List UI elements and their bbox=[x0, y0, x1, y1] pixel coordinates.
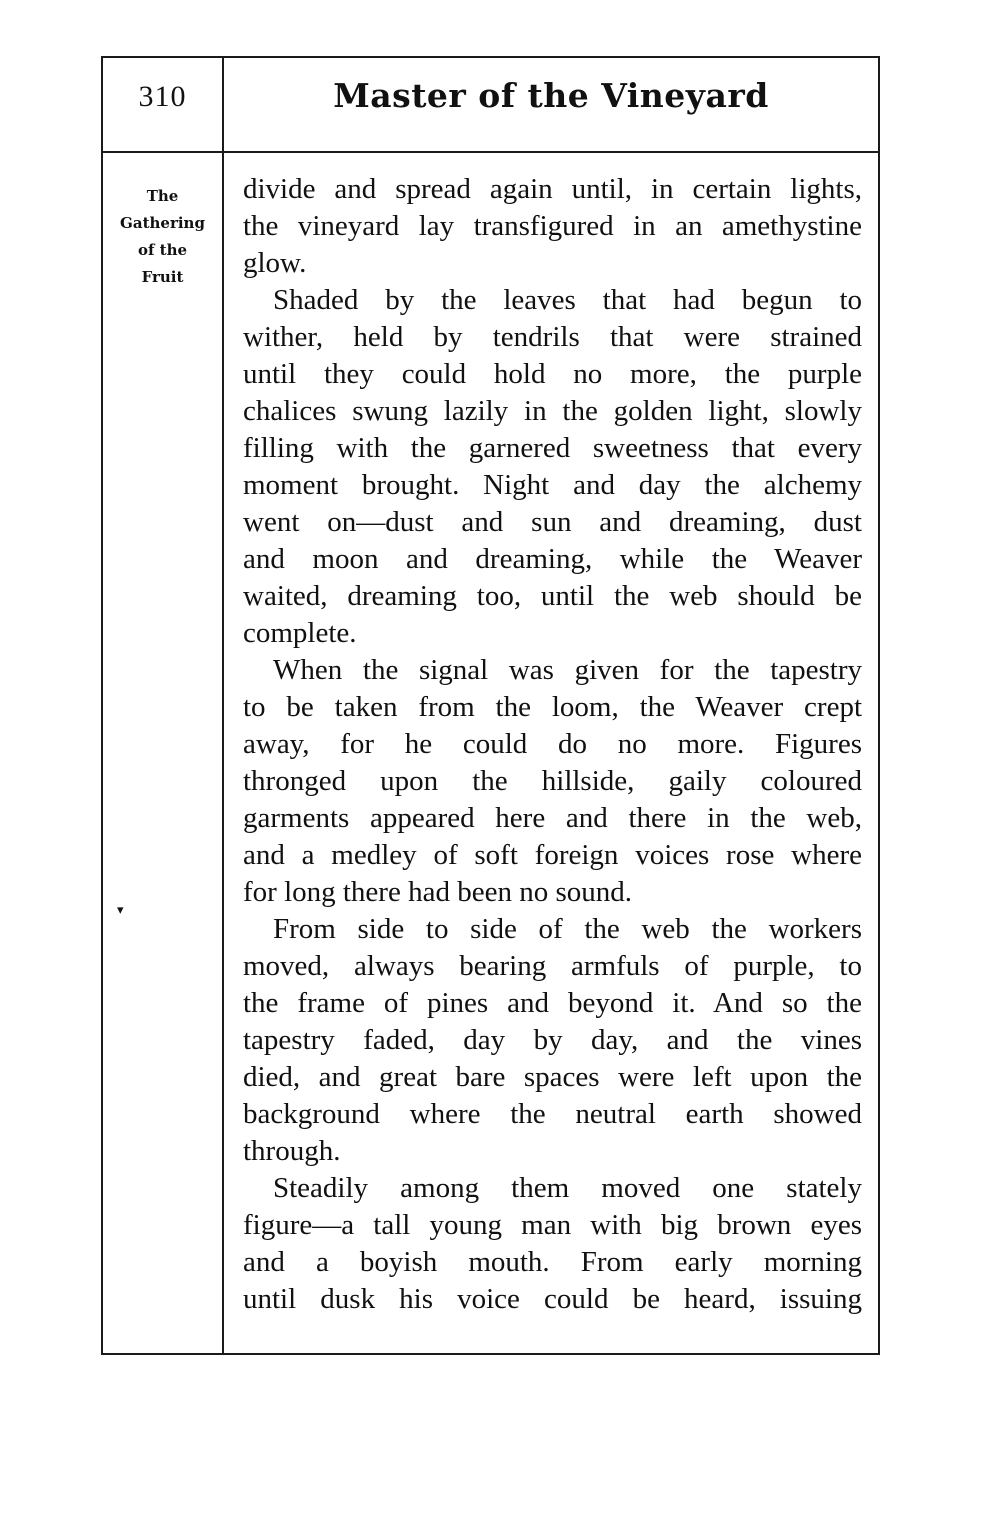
text-line: complete. bbox=[243, 617, 357, 649]
text-line: chalices swung lazily in the golden light, slowly bbox=[243, 395, 862, 427]
text-line: When the signal was given for the tapestry bbox=[273, 654, 862, 686]
text-line: died, and great bare spaces were left upon the bbox=[243, 1061, 862, 1093]
text-line: Shaded by the leaves that had begun to bbox=[273, 284, 862, 316]
body-text bbox=[243, 171, 862, 1318]
header-rule bbox=[103, 151, 878, 153]
sidenote-line: of the bbox=[137, 241, 188, 259]
text-line: and moon and dreaming, while the Weaver bbox=[243, 543, 862, 575]
sidenote bbox=[103, 183, 222, 291]
text-line: and a boyish mouth. From early morning bbox=[243, 1246, 862, 1278]
margin-marker-icon: ▾ bbox=[117, 902, 124, 917]
text-line: away, for he could do no more. Figures bbox=[243, 728, 862, 760]
sidenote-line: Fruit bbox=[141, 268, 184, 286]
sidenote-line: Gathering bbox=[120, 214, 205, 232]
text-line: the frame of pines and beyond it. And so the bbox=[243, 987, 862, 1019]
text-line: From side to side of the web the workers bbox=[273, 913, 862, 945]
text-line: until dusk his voice could be heard, issuing bbox=[243, 1283, 862, 1315]
text-line: went on—dust and sun and dreaming, dust bbox=[243, 506, 862, 538]
text-line: moment brought. Night and day the alchemy bbox=[243, 469, 862, 501]
running-title: Master of the Vineyard bbox=[333, 76, 769, 115]
text-line: figure—a tall young man with big brown eyes bbox=[243, 1209, 862, 1241]
text-line: moved, always bearing armfuls of purple, to bbox=[243, 950, 862, 982]
text-line: filling with the garnered sweetness that every bbox=[243, 432, 862, 464]
text-line: the vineyard lay transfigured in an amethystine bbox=[243, 210, 862, 242]
sidenote-line: The bbox=[146, 187, 179, 205]
text-line: until they could hold no more, the purple bbox=[243, 358, 862, 390]
text-line: background where the neutral earth showed bbox=[243, 1098, 862, 1130]
text-line: thronged upon the hillside, gaily coloured bbox=[243, 765, 862, 797]
page-number: 310 bbox=[138, 80, 187, 113]
text-line: tapestry faded, day by day, and the vines bbox=[243, 1024, 862, 1056]
column-divider bbox=[222, 58, 224, 1354]
text-line: and a medley of soft foreign voices rose where bbox=[243, 839, 862, 871]
text-line: Steadily among them moved one stately bbox=[273, 1172, 862, 1204]
text-line: garments appeared here and there in the web, bbox=[243, 802, 862, 834]
text-line: wither, held by tendrils that were strained bbox=[243, 321, 862, 353]
text-line: waited, dreaming too, until the web should be bbox=[243, 580, 862, 612]
text-line: for long there had been no sound. bbox=[243, 876, 632, 908]
text-line: glow. bbox=[243, 247, 307, 279]
text-line: through. bbox=[243, 1135, 341, 1167]
text-line: to be taken from the loom, the Weaver crept bbox=[243, 691, 862, 723]
text-line: divide and spread again until, in certain lights, bbox=[243, 173, 862, 205]
